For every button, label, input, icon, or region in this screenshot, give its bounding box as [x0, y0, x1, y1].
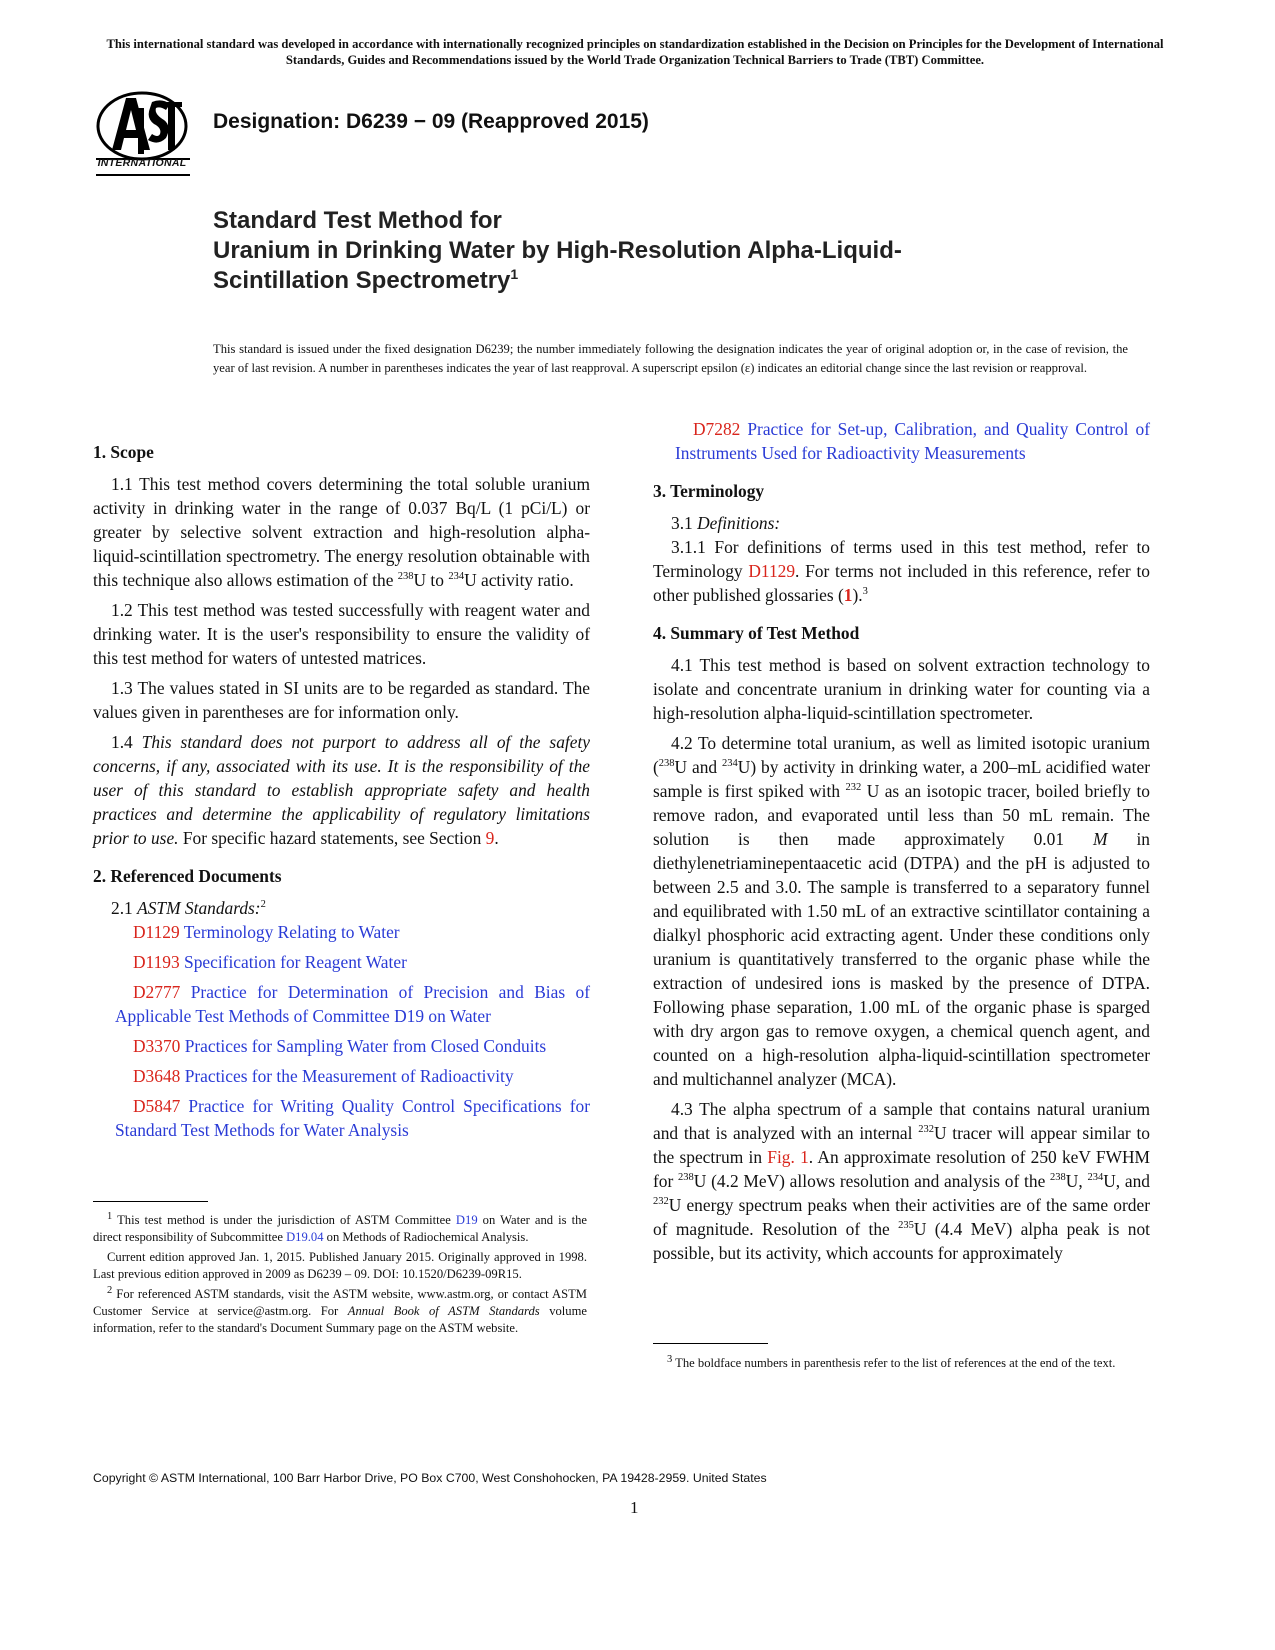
- section-3-heading: 3. Terminology: [653, 481, 765, 501]
- title-footnote-mark: 1: [510, 266, 519, 282]
- left-column: [93, 440, 590, 1148]
- ref-item[interactable]: D7282 Practice for Set-up, Calibration, and Quality Control of Instruments Used for Radioactivity Measurements: [675, 419, 1150, 463]
- para-3-1-1: 3.1.1 For definitions of terms used in this test method, refer to Terminology D1129. For terms not included in this reference, refer to other published glossaries (1).$^3$: [653, 537, 1150, 605]
- ref-item[interactable]: D1129 Terminology Relating to Water: [133, 922, 400, 942]
- footnotes-right: [653, 1355, 1150, 1375]
- wto-notice: This international standard was developed in accordance with internationally recognized principles on standardization established in the Decision on Principles for the Development of International Standards, Guides and Recommendations issued by the World Trade Organization Technical Barriers to Trade (TBT) Committee.: [106, 37, 1164, 67]
- para-1-3: 1.3 The values stated in SI units are to be regarded as standard. The values given in parentheses are for information only.: [93, 678, 590, 722]
- para-4-3: 4.3 The alpha spectrum of a sample that contains natural uranium and that is analyzed with an internal $^{232}$U tracer will appear similar to the spectrum in Fig. 1. An approximate resolution of 250 keV FWHM for $^{238}$U (4.2 MeV) allows resolution and analysis of the $^{238}$U, $^{234}$U, and $^{232}$U energy spectrum peaks when their activities are of the same order of magnitude. Resolution of the $^{235}$U (4.4 MeV) alpha peak is not possible, but its activity, which accounts for approximately: [653, 1099, 1151, 1263]
- d19-04-link[interactable]: D19.04: [286, 1230, 324, 1244]
- logo-text: INTERNATIONAL: [97, 157, 187, 169]
- para-1-2: 1.2 This test method was tested successfully with reagent water and drinking water. It is the user's responsibility to ensure the validity of this test method for waters of untested matrices.: [93, 600, 590, 668]
- section-1-heading: 1. Scope: [93, 442, 154, 462]
- footnote-1-edition: Current edition approved Jan. 1, 2015. Published January 2015. Originally approved in 1998. Last previous edition approved in 2009 as D6239 – 09. DOI: 10.1520/D6239-09R15.: [93, 1250, 587, 1281]
- right-column: [653, 417, 1150, 1271]
- para-1-1: 1.1 This test method covers determining the total soluble uranium activity in drinking water in the range of 0.037 Bq/L (1 pCi/L) or greater by selective solvent extraction and high-resolution alpha-liquid-scintillation spectrometry. The energy resolution obtainable with this technique also allows estimation of the $^{238}$U to $^{234}$U activity ratio.: [93, 474, 590, 590]
- ref-item[interactable]: D3370 Practices for Sampling Water from Closed Conduits: [133, 1036, 547, 1056]
- document-title: [213, 206, 1173, 296]
- ref-item[interactable]: D2777 Practice for Determination of Precision and Bias of Applicable Test Methods of Committee D19 on Water: [115, 982, 590, 1026]
- para-3-1: 3.1 Definitions:: [671, 513, 781, 533]
- title-line-3: Scintillation Spectrometry$^1$: [213, 266, 519, 294]
- para-1-4: 1.4 This standard does not purport to address all of the safety concerns, if any, associated with its use. It is the responsibility of the user of this standard to establish appropriate safety and health practices and determine the applicability of regulatory limitations prior to use. For specific hazard statements, see Section 9.: [93, 732, 590, 848]
- d1129-link[interactable]: D1129: [748, 561, 796, 581]
- footnote-1: $^1$ This test method is under the jurisdiction of ASTM Committee D19 on Water and is the direct responsibility of Subcommittee D19.04 on Methods of Radiochemical Analysis.: [93, 1210, 588, 1244]
- astm-logo-icon: [92, 88, 202, 178]
- section-4-heading: 4. Summary of Test Method: [653, 623, 860, 643]
- d19-link[interactable]: D19: [455, 1213, 478, 1227]
- ref-item[interactable]: D3648 Practices for the Measurement of Radioactivity: [133, 1066, 514, 1086]
- designation: Designation: D6239 − 09 (Reapproved 2015): [213, 110, 649, 133]
- section-9-link[interactable]: 9: [485, 828, 495, 848]
- footnote-rule-left: [93, 1201, 208, 1202]
- issue-note: This standard is issued under the fixed designation D6239; the number immediately following the designation indicates the year of original adoption or, in the case of revision, the year of last revision. A number in parentheses indicates the year of last reapproval. A superscript epsilon (ε) indicates an editorial change since the last revision or reapproval.: [213, 342, 1128, 375]
- page-number: 1: [630, 1498, 639, 1517]
- footnotes-left: [93, 1212, 587, 1340]
- ref-1-link[interactable]: 1: [843, 585, 853, 605]
- footnote-rule-right: [653, 1343, 768, 1344]
- para-4-2: 4.2 To determine total uranium, as well as limited isotopic uranium ($^{238}$U and $^{234}$U) by activity in drinking water, a 200–mL acidified water sample is first spiked with $^{232}$ U as an isotopic tracer, boiled briefly to remove radon, and evaporated until less than 50 mL remain. The solution is then made approximately 0.01 M in diethylenetriaminepentaacetic acid (DTPA) and the pH is adjusted to between 2.5 and 3.0. The sample is transferred to a separatory funnel and equilibrated with 1.50 mL of an extractive scintillator containing a dialkyl phosphoric acid extracting agent. Under these conditions only uranium is quantitatively transferred to the organic phase while the extraction of undesired ions is masked by the presence of DTPA. Following phase separation, 1.00 mL of the organic phase is sparged with dry argon gas to remove oxygen, a chemical quench agent, and counted on a high-resolution alpha-liquid-scintillation spectrometer and multichannel analyzer (MCA).: [653, 733, 1151, 1089]
- para-2-1: 2.1 ASTM Standards:$^2$: [111, 898, 266, 918]
- title-line-1: Standard Test Method for: [213, 207, 502, 234]
- para-4-1: 4.1 This test method is based on solvent extraction technology to isolate and concentrate uranium in drinking water for counting via a high-resolution alpha-liquid-scintillation spectrometer.: [653, 655, 1150, 723]
- ref-item[interactable]: D1193 Specification for Reagent Water: [133, 952, 407, 972]
- footnote-2: $^2$ For referenced ASTM standards, visit the ASTM website, www.astm.org, or contact ASTM Customer Service at service@astm.org. For Annual Book of ASTM Standards volume information, refer to the standard's Document Summary page on the ASTM website.: [93, 1284, 587, 1335]
- title-line-2: Uranium in Drinking Water by High-Resolution Alpha-Liquid-: [213, 237, 902, 264]
- section-2-heading: 2. Referenced Documents: [93, 866, 282, 886]
- copyright-line: Copyright © ASTM International, 100 Barr Harbor Drive, PO Box C700, West Conshohocken, PA 19428-2959. United States: [93, 1471, 767, 1485]
- footnote-3: $^3$ The boldface numbers in parenthesis refer to the list of references at the end of the text.: [667, 1353, 1116, 1370]
- fig-1-link[interactable]: Fig. 1: [767, 1147, 809, 1167]
- ref-item[interactable]: D5847 Practice for Writing Quality Control Specifications for Standard Test Methods for Water Analysis: [115, 1096, 590, 1140]
